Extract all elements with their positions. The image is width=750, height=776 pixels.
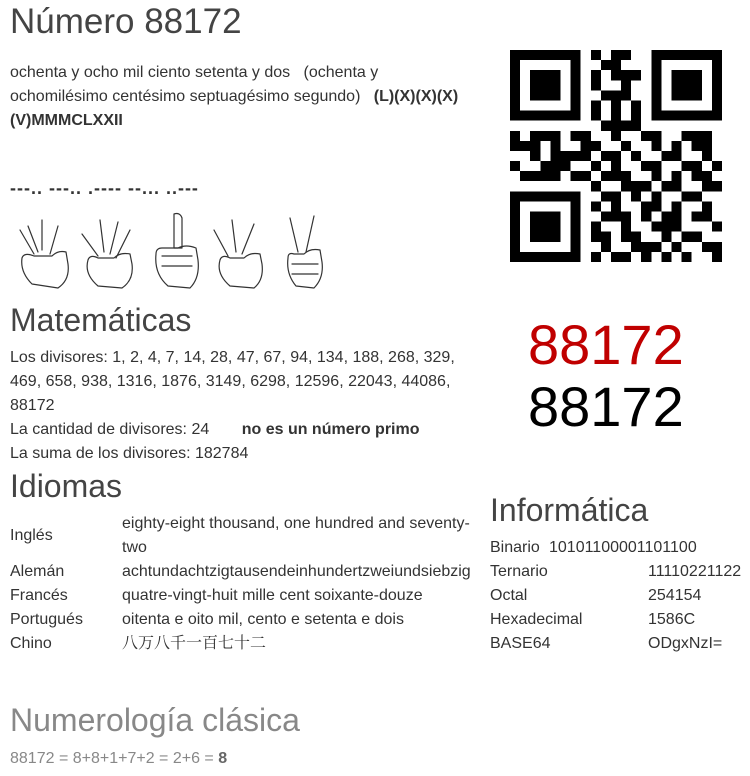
qr-code-icon (510, 50, 722, 262)
ordinal-words: (ochenta y ochomilésimo centésimo septuagésimo segundo) (10, 64, 379, 105)
roman-numeral: (L)(X)(X)(X)(V)MMMCLXXII (10, 88, 459, 129)
hand-sign-icon (288, 216, 323, 288)
language-name: Chino (10, 635, 52, 652)
divisor-sum: 182784 (194, 445, 249, 462)
language-text: oitenta e oito mil, cento e setenta e dois (122, 611, 404, 628)
table-row (10, 560, 480, 584)
computing-heading: Informática (490, 492, 649, 528)
base-label: BASE64 (490, 635, 551, 652)
math-heading: Matemáticas (10, 302, 192, 338)
divisor-count-label: La cantidad de divisores: (10, 421, 187, 438)
base-value: 1586C (648, 611, 696, 628)
table-row (10, 608, 480, 632)
page-title: Número 88172 (10, 2, 242, 41)
number-words (10, 61, 470, 133)
morse-code: ---.. ---.. .---- --... ..--- (10, 178, 199, 198)
divisor-count-line (10, 418, 470, 442)
table-row (490, 536, 697, 560)
language-name: Portugués (10, 611, 83, 628)
numerology-equation: 88172 = 8+8+1+7+2 = 2+6 = (10, 750, 214, 767)
numerology-line (10, 747, 227, 771)
language-name: Inglés (10, 527, 53, 544)
table-row (10, 632, 480, 656)
base-label: Octal (490, 587, 528, 604)
spanish-words: ochenta y ocho mil ciento setenta y dos (10, 64, 291, 81)
divisor-count: 24 (191, 421, 210, 438)
hand-sign-icon (82, 220, 132, 288)
numerology-heading: Numerología clásica (10, 702, 300, 738)
hand-sign-icon (156, 214, 199, 289)
base-label: Ternario (490, 563, 548, 580)
base-value: 254154 (648, 587, 702, 604)
divisors-label: Los divisores: (10, 349, 108, 366)
language-text: quatre-vingt-huit mille cent soixante-douze (122, 587, 423, 604)
table-row (490, 584, 702, 608)
math-section (10, 346, 470, 466)
language-name: Alemán (10, 563, 65, 580)
language-text: achtundachtzigtausendeinhundertzweiundsiebzig (122, 563, 471, 580)
prime-status: no es un número primo (241, 421, 420, 438)
base-value: 10101100001101100 (549, 539, 697, 556)
hand-sign-icon (214, 220, 262, 288)
base-value: ODgxNzI= (648, 635, 723, 652)
numerology-result: 8 (218, 750, 228, 767)
table-row (490, 632, 723, 656)
hand-sign-icon (8, 210, 338, 292)
languages-table (10, 512, 480, 656)
computing-table (490, 536, 742, 656)
hand-sign-icon (20, 220, 68, 288)
language-text: eighty-eight thousand, one hundred and seventy-two (122, 515, 470, 556)
table-row (490, 608, 696, 632)
divisor-sum-label: La suma de los divisores: (10, 445, 191, 462)
divisors-list: 1, 2, 4, 7, 14, 28, 47, 67, 94, 134, 188, 268, 329, 469, 658, 938, 1316, 1876, 3149, 6298, 12596, 22043, 44086, 88172 (10, 349, 455, 414)
language-text: 八万八千一百七十二 (122, 635, 267, 652)
big-number-black: 88172 (528, 375, 684, 438)
table-row (10, 512, 480, 560)
big-number-red: 88172 (528, 313, 684, 376)
table-row (10, 584, 480, 608)
divisor-sum-line (10, 442, 470, 466)
table-row (490, 560, 742, 584)
base-label: Hexadecimal (490, 611, 583, 628)
language-name: Francés (10, 587, 68, 604)
divisors-line (10, 346, 470, 418)
base-value: 11110221122 (648, 563, 742, 580)
languages-heading: Idiomas (10, 468, 123, 504)
base-label: Binario (490, 539, 540, 556)
